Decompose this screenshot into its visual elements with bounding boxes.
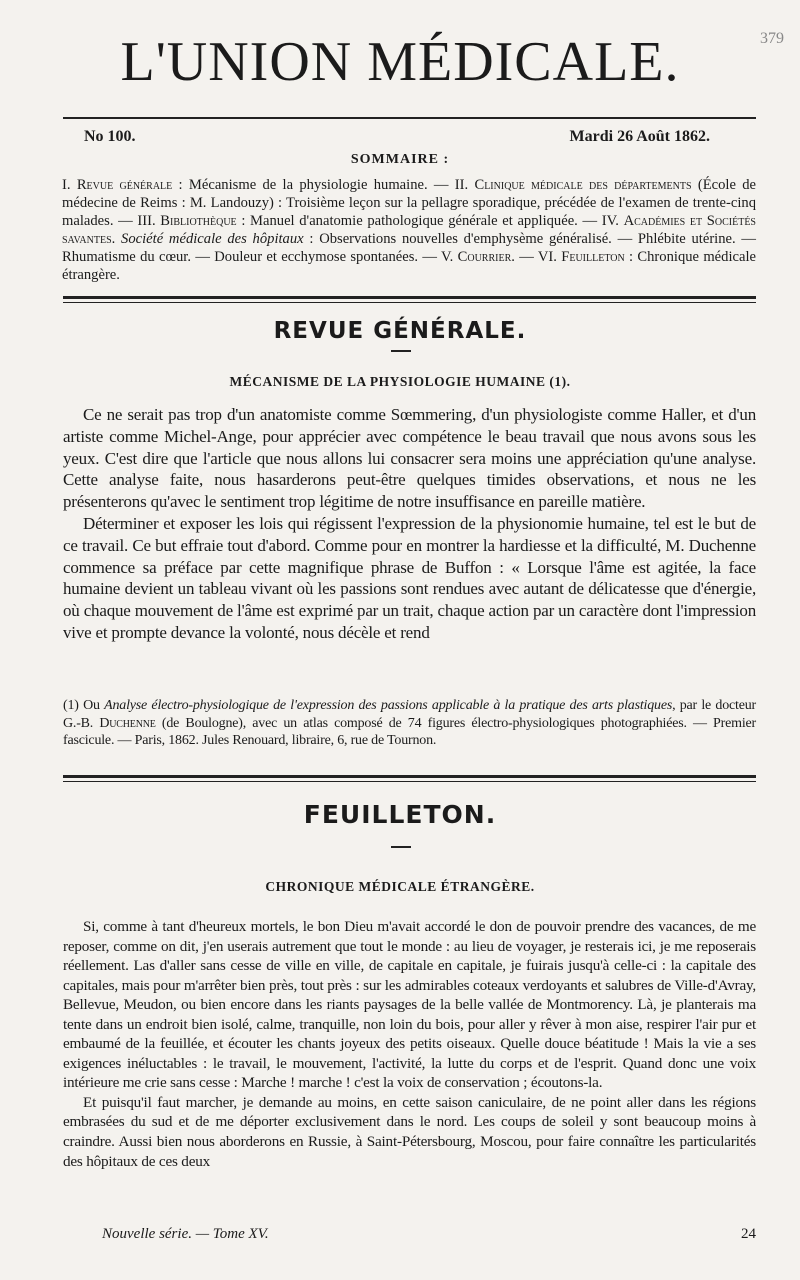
footer-series: Nouvelle série. — Tome XV. (102, 1226, 269, 1242)
page-footer (102, 1226, 756, 1243)
revue-generale-title: REVUE GÉNÉRALE. (273, 318, 527, 344)
revue-paragraph-2: Déterminer et exposer les lois qui régissent l'expression de la physionomie humaine, tel est le but de ce travail. Ce but effraie tout d'abord. Comme pour en montrer la hardiesse et la difficulté, M. Duchenne commence sa préface par cette magnifique phrase de Buffon : « Lorsque l'âme est agitée, la face humaine devient un tableau vivant où les passions sont rendues avec autant de délicatesse que d'énergie, où chaque mouvement de l'âme est exprimé par un trait, chaque action par un caractère dont l'impression vive et prompte devance la volonté, nous décèle et rend (63, 513, 756, 642)
masthead-rule (63, 117, 756, 119)
issue-date: Mardi 26 Août 1862. (569, 128, 710, 145)
revue-footnote: (1) Ou Analyse électro-physiologique de l'expression des passions applicable à la pratique des arts plastiques, par le docteur G.-B. Duchenne (de Boulogne), avec un atlas composé de 74 figures électro-physiologiques photographiées. — Premier fascicule. — Paris, 1862. Jules Renouard, libraire, 6, rue de Tournon. (63, 698, 756, 748)
feuilleton-rule-thin (63, 781, 756, 782)
footer-signature: 24 (741, 1226, 756, 1242)
section-rule-top (63, 296, 756, 299)
section-rule-top-thin (63, 302, 756, 303)
sommaire-heading: SOMMAIRE : (350, 152, 450, 167)
feuilleton-ornament (391, 846, 411, 848)
revue-subtitle: MÉCANISME DE LA PHYSIOLOGIE HUMAINE (1). (229, 374, 571, 389)
feuilleton-paragraph-1: Si, comme à tant d'heureux mortels, le bon Dieu m'avait accordé le don de pouvoir prendre des vacances, de me reposer, comme on dit, j'en userais autrement que tout le monde : au lieu de voyager, je resterais ici, je me reposerais réellement. Las d'aller sans cesse de ville en ville, de capitale en capitale, je fuirais jusqu'à celle-ci : la capitale des capitales, mais pour m'arrêter bien près, tout près : sur les admirables coteaux verdoyants et salubres de Ville-d'Avray, Bellevue, Meudon, ou bien encore dans les riants paysages de la belle vallée de Montmorency. Là, je planterais ma tente dans un endroit bien isolé, calme, tranquille, non loin du bois, pour aller y rêver à mon aise, respirer l'air pur et embaumé de la feuillée, et écouter les chants joyeux des petits oiseaux. Quelle douce béatitude ! Mais la vie a ses exigences inéluctables : le travail, le mouvement, l'activité, la lutte du corps et de l'esprit. Quand donc une voix intérieure me crie sans cesse : Marche ! marche ! c'est la voix de conservation ; écoutons-la. (63, 918, 756, 1092)
feuilleton-body (63, 917, 756, 1171)
masthead-title: L'UNION MÉDICALE. (120, 31, 680, 93)
revue-paragraph-1: Ce ne serait pas trop d'un anatomiste comme Sœmmering, d'un physiologiste comme Haller, et d'un artiste comme Michel-Ange, pour apprécier avec compétence le beau travail que nous avons sous les yeux. C'est dire que l'article que nous allons lui consacrer sera moins une appréciation qu'une analyse. Cette analyse faite, nous hasarderons peut-être quelques timides observations, et nous ne les présenterons qu'avec le sentiment trop légitime de notre insuffisance en pareille matière. (63, 405, 756, 512)
feuilleton-title: FEUILLETON. (303, 800, 497, 829)
issue-number: No 100. (84, 128, 136, 145)
title-ornament (391, 350, 411, 352)
folio-number: 379 (760, 30, 784, 47)
feuilleton-subtitle: CHRONIQUE MÉDICALE ÉTRANGÈRE. (265, 879, 535, 894)
feuilleton-paragraph-2: Et puisqu'il faut marcher, je demande au moins, en cette saison caniculaire, de ne point aller dans les régions embrasées du sud et de me déporter exclusivement dans le nord. Les coups de soleil y sont beaucoup moins à craindre. Aussi bien nous aborderons en Russie, à Saint-Pétersbourg, Moscou, pour faire connaître les particularités des hôpitaux de ces deux (63, 1093, 756, 1170)
sommaire-text: I. Revue générale : Mécanisme de la physiologie humaine. — II. Clinique médicale des départements (École de médecine de Reims : M. Landouzy) : Troisième leçon sur la pellagre sporadique, précédée de l'examen de trente-cinq malades. — III. Bibliothèque : Manuel d'anatomie pathologique générale et appliquée. — IV. Académies et Sociétés savantes. Société médicale des hôpitaux : Observations nouvelles d'emphysème généralisé. — Phlébite utérine. — Rhumatisme du cœur. — Douleur et ecchymose spontanées. — V. Courrier. — VI. Feuilleton : Chronique médicale étrangère. (62, 177, 756, 283)
revue-body (63, 404, 756, 644)
feuilleton-rule (63, 775, 756, 778)
